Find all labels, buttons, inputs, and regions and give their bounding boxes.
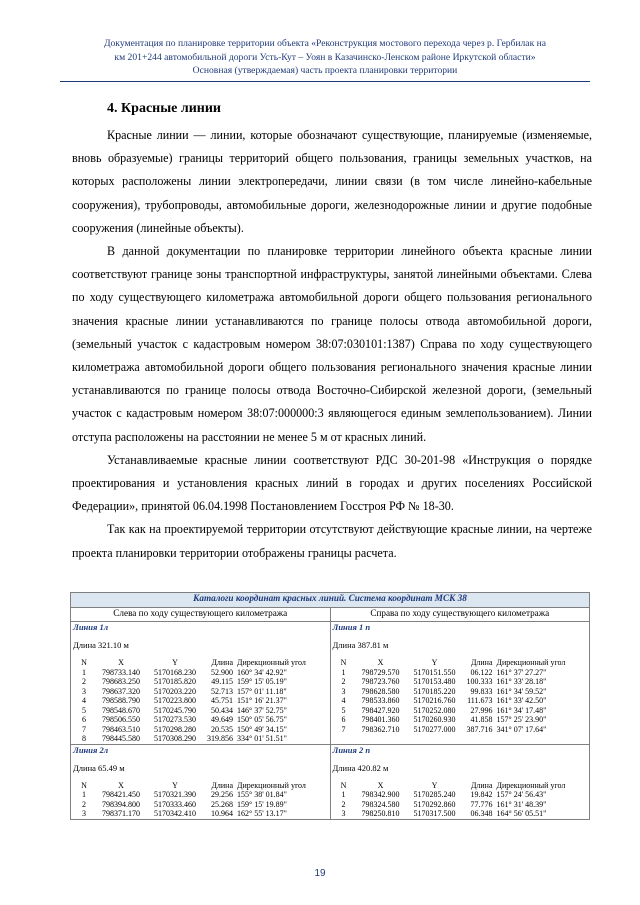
point-number: 5: [82, 705, 86, 715]
direction-angle: 161° 34' 59.52": [496, 686, 547, 696]
coord-y: 5170260.930: [413, 715, 456, 724]
line-name: Линия 2 п: [332, 744, 371, 755]
coord-x: 798628.580: [361, 686, 400, 696]
segment-length: 49.649: [211, 715, 233, 724]
column-header-n: N: [81, 780, 87, 790]
coordinate-row: [73, 706, 306, 716]
coord-x: 798588.790: [102, 696, 140, 705]
line-name: Линия 1л: [73, 622, 109, 632]
point-number: 3: [341, 686, 346, 696]
coordinate-row: [333, 706, 566, 716]
column-header-y: Y: [431, 780, 438, 790]
section-title: 4. Красные линии: [107, 101, 221, 116]
coord-y: 5170168.230: [154, 667, 196, 677]
line-block: [330, 744, 590, 819]
coordinate-row: [333, 668, 566, 678]
coord-y: 5170185.820: [154, 677, 196, 686]
coord-y: 5170203.220: [154, 686, 196, 696]
direction-angle: 161° 31' 48.39": [496, 799, 547, 809]
paragraph-2: В данной документации по планировке территории линейного объекта красные линии соответствуют границе зоны транспортной инфраструктуры, занятой линейными объектами. Слева по ходу существующего километража автомобильной дороги общего пользования регионального значения красные линии устанавливаются по границе полосы отвода автомобильной дороги, (земельный участок с кадастровым номером 38:07:030101:1387) Справа по ходу существующего километража автомобильной дороги общего пользования регионального значения красные линии устанавливаются по границе полосы отвода Восточно-Сибирской железной дороги, (земельный участок с кадастровым номером 38:07:000000:3 являющегося единым землепользованием). Линии отступа расположены на расстоянии не менее 5 м от красных линий.: [72, 244, 592, 444]
direction-angle: 146° 37' 52.75": [237, 705, 287, 715]
line-name: Линия 2л: [73, 744, 109, 755]
coord-y: 5170153.480: [413, 677, 456, 686]
coord-x: 798427.920: [361, 705, 400, 715]
coord-x: 798362.710: [361, 724, 400, 734]
point-number: 7: [82, 724, 86, 734]
direction-angle: 157° 01' 11.18": [237, 686, 287, 696]
segment-length: 25.268: [211, 799, 233, 809]
column-header-length: Длина: [211, 658, 233, 667]
direction-angle: 159° 15' 05.19": [237, 677, 287, 686]
coord-y: 5170151.550: [413, 667, 456, 677]
coord-y: 5170308.290: [154, 734, 196, 743]
segment-length: 20.535: [211, 724, 233, 734]
coord-y: 5170285.240: [413, 790, 456, 799]
paragraph-3: Устанавливаемые красные линии соответствуют РДС 30-201-98 «Инструкция о порядке проектирования и установления красных линий в городах и других поселениях Российской Федерации», принятой 06.04.1998 Постановлением Госстроя РФ № 18-30.: [72, 452, 592, 514]
coordinate-row: [73, 668, 306, 678]
column-header-n: N: [81, 658, 87, 667]
point-number: 8: [82, 734, 86, 743]
coordinate-table: [73, 781, 306, 819]
direction-angle: 150° 49' 34.15": [237, 724, 287, 734]
coordinate-table: [333, 658, 566, 734]
point-number: 3: [82, 686, 86, 696]
coord-x: 798729.570: [361, 667, 400, 677]
column-header-n: N: [340, 658, 347, 667]
body-text: [72, 124, 592, 565]
direction-angle: 334° 01' 51.51": [237, 734, 287, 743]
coord-x: 798733.140: [102, 667, 140, 677]
direction-angle: 341° 07' 17.64": [496, 724, 547, 734]
coordinate-row: [73, 687, 306, 697]
direction-angle: 157° 24' 56.43": [496, 790, 547, 799]
coord-y: 5170298.280: [154, 724, 196, 734]
coordinate-row: [73, 696, 306, 706]
header-line-2: км 201+244 автомобильной дороги Усть-Кут – Уоян в Казачинско-Ленском районе Иркутской области»: [114, 51, 536, 63]
coord-y: 5170245.790: [154, 705, 196, 715]
segment-length: 45.751: [211, 696, 233, 705]
coord-x: 798445.580: [102, 734, 140, 743]
coord-x: 798723.760: [361, 677, 400, 686]
coord-x: 798394.800: [102, 799, 140, 809]
point-number: 6: [341, 715, 346, 724]
segment-length: 77.776: [470, 799, 493, 809]
column-header-x: X: [118, 780, 124, 790]
coordinate-header-row: [333, 658, 566, 668]
coord-y: 5170333.460: [154, 799, 196, 809]
column-header-angle: Дирекционный угол: [237, 658, 306, 667]
point-number: 2: [341, 677, 346, 686]
coord-y: 5170252.080: [413, 705, 456, 715]
coordinate-row: [73, 715, 306, 725]
segment-length: 111.673: [467, 696, 493, 705]
line-length: Длина 321.10 м: [73, 640, 129, 650]
header-divider: [60, 81, 590, 82]
segment-length: 52.900: [211, 667, 233, 677]
paragraph-1: Красные линии — линии, которые обозначают существующие, планируемые (изменяемые, вновь образуемые) границы территорий общего пользования, границы земельных участков, на которых расположены линии электропередачи, линии связи (в том числе линейно-кабельные сооружения), трубопроводы, автомобильные дороги, железнодорожные линии и другие подобные сооружения (линейные объекты).: [72, 128, 592, 235]
coordinate-row: [73, 734, 306, 744]
direction-angle: 155° 38' 01.84": [237, 790, 287, 799]
coordinate-catalog-table: [70, 592, 590, 820]
point-number: 3: [341, 809, 346, 818]
segment-length: 52.713: [211, 686, 233, 696]
direction-angle: 161° 37' 27.27": [496, 667, 547, 677]
coord-y: 5170216.760: [413, 696, 456, 705]
direction-angle: 161° 33' 28.18": [496, 677, 547, 686]
segment-length: 29.256: [211, 790, 233, 799]
column-header-y: Y: [172, 780, 178, 790]
line-block: [71, 744, 331, 819]
column-header-length: Длина: [470, 658, 493, 667]
segment-length: 319.856: [207, 734, 233, 743]
coord-y: 5170185.220: [413, 686, 456, 696]
coord-x: 798683.250: [102, 677, 140, 686]
coord-y: 5170317.500: [413, 809, 456, 818]
segment-length: 06.122: [470, 667, 493, 677]
column-header-x: X: [118, 658, 124, 667]
header-line-1: Документация по планировке территории объекта «Реконструкция мостового перехода через р. Гербилак на: [103, 38, 547, 49]
coord-x: 798401.360: [361, 715, 400, 724]
coord-x: 798324.580: [361, 799, 400, 809]
point-number: 5: [341, 705, 346, 715]
column-header-y: Y: [172, 658, 178, 667]
paragraph-4: Так как на проектируемой территории отсутствуют действующие красные линии, на чертеже проекта планировки территории отображены границы расчета.: [72, 522, 592, 560]
coord-y: 5170342.410: [154, 809, 196, 818]
point-number: 1: [82, 667, 86, 677]
column-header-length: Длина: [211, 780, 233, 790]
coordinate-row: [73, 809, 306, 819]
point-number: 1: [341, 790, 346, 799]
coordinate-header-row: [73, 781, 306, 791]
line-length: Длина 387.81 м: [332, 640, 389, 650]
coordinate-row: [73, 790, 306, 800]
line-block: [330, 622, 590, 745]
direction-angle: 150° 05' 56.75": [237, 715, 287, 724]
coordinate-table: [73, 658, 306, 744]
coord-x: 798548.670: [102, 705, 140, 715]
coord-x: 798371.170: [102, 809, 140, 818]
column-header-length: Длина: [470, 780, 493, 790]
direction-angle: 161° 34' 17.48": [496, 705, 547, 715]
direction-angle: 151° 16' 21.37": [237, 696, 287, 705]
left-side-heading: Слева по ходу существующего километража: [71, 608, 331, 622]
coordinate-row: [333, 809, 566, 819]
point-number: 1: [82, 790, 86, 799]
column-header-x: X: [377, 780, 384, 790]
point-number: 6: [82, 715, 86, 724]
point-number: 1: [341, 667, 346, 677]
coordinate-row: [333, 725, 566, 735]
coordinate-row: [333, 696, 566, 706]
column-header-x: X: [377, 658, 384, 667]
direction-angle: 157° 25' 23.90": [496, 715, 547, 724]
coordinate-row: [333, 687, 566, 697]
segment-length: 41.858: [470, 715, 493, 724]
coordinate-table: [333, 781, 566, 819]
segment-length: 50.434: [211, 705, 233, 715]
point-number: 7: [341, 724, 346, 734]
coord-x: 798533.860: [361, 696, 400, 705]
document-header: [60, 37, 590, 78]
segment-length: 99.833: [470, 686, 493, 696]
point-number: 2: [82, 799, 86, 809]
coordinate-row: [73, 677, 306, 687]
point-number: 2: [82, 677, 86, 686]
segment-length: 10.964: [211, 809, 233, 818]
direction-angle: 164° 56' 05.51": [496, 809, 547, 818]
coordinate-row: [333, 677, 566, 687]
column-header-angle: Дирекционный угол: [496, 658, 566, 667]
right-side-heading: Справа по ходу существующего километража: [330, 608, 590, 622]
column-header-angle: Дирекционный угол: [237, 780, 306, 790]
coordinate-row: [333, 800, 566, 810]
coord-y: 5170277.000: [413, 724, 456, 734]
coord-y: 5170223.800: [154, 696, 196, 705]
column-header-y: Y: [431, 658, 438, 667]
coord-y: 5170292.860: [413, 799, 456, 809]
point-number: 4: [82, 696, 86, 705]
coord-x: 798637.320: [102, 686, 140, 696]
line-length: Длина 420.82 м: [332, 762, 389, 773]
segment-length: 19.842: [470, 790, 493, 799]
page-number: 19: [314, 868, 326, 879]
column-header-angle: Дирекционный угол: [496, 780, 566, 790]
segment-length: 387.716: [466, 724, 493, 734]
segment-length: 06.348: [470, 809, 493, 818]
coord-y: 5170273.530: [154, 715, 196, 724]
line-length: Длина 65.49 м: [73, 762, 125, 773]
coordinate-header-row: [73, 658, 306, 668]
line-name: Линия 1 п: [332, 622, 371, 632]
coordinate-row: [333, 790, 566, 800]
coord-x: 798250.810: [361, 809, 400, 818]
coordinate-row: [73, 725, 306, 735]
direction-angle: 159° 15' 19.89": [237, 799, 287, 809]
coordinate-row: [73, 800, 306, 810]
coordinate-header-row: [333, 781, 566, 791]
coord-x: 798421.450: [102, 790, 140, 799]
point-number: 2: [341, 799, 346, 809]
header-line-3: Основная (утверждаемая) часть проекта планировки территории: [192, 65, 458, 76]
coord-x: 798506.550: [102, 715, 140, 724]
segment-length: 49.115: [211, 677, 233, 686]
coord-x: 798463.510: [102, 724, 140, 734]
point-number: 4: [341, 696, 346, 705]
direction-angle: 162° 55' 13.17": [237, 809, 287, 818]
coordinate-row: [333, 715, 566, 725]
line-block: [71, 622, 331, 745]
point-number: 3: [82, 809, 86, 818]
coord-y: 5170321.390: [154, 790, 196, 799]
column-header-n: N: [340, 780, 347, 790]
direction-angle: 161° 33' 42.50": [496, 696, 547, 705]
coord-x: 798342.900: [361, 790, 400, 799]
catalog-title: Каталоги координат красных линий. Система координат МСК 38: [71, 593, 590, 608]
segment-length: 27.996: [470, 705, 493, 715]
segment-length: 100.333: [466, 677, 493, 686]
direction-angle: 160° 34' 42.92": [237, 667, 287, 677]
